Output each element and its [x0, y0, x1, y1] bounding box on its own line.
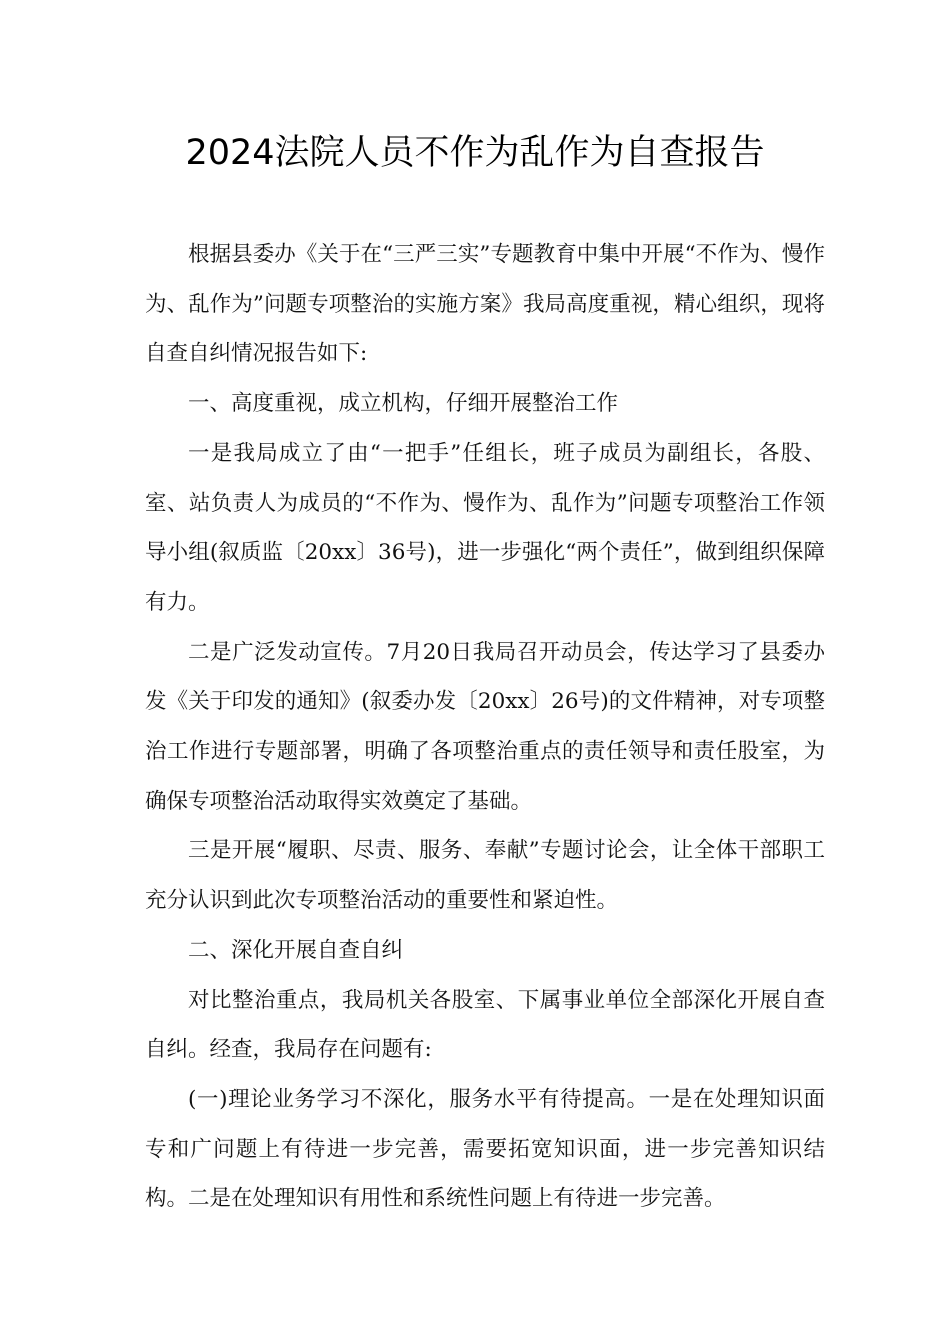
document-title: 2024法院人员不作为乱作为自查报告 [185, 133, 765, 173]
paragraph-item-1: 一是我局成立了由“一把手”任组长，班子成员为副组长，各股、室、站负责人为成员的“不作为、慢作为、乱作为”问题专项整治工作领导小组(叙质监〔20xx〕36号)，进一步强化“两个责任”，做到组织保障有力。 [145, 440, 825, 615]
paragraph-intro: 根据县委办《关于在“三严三实”专题教育中集中开展“不作为、慢作为、乱作为”问题专项整治的实施方案》我局高度重视，精心组织，现将自查自纠情况报告如下: [145, 242, 825, 367]
paragraph-item-2: 二是广泛发动宣传。7月20日我局召开动员会，传达学习了县委办发《关于印发的通知》(叙委办发〔20xx〕26号)的文件精神，对专项整治工作进行专题部署，明确了各项整治重点的责任领导和责任股室，为确保专项整治活动取得实效奠定了基础。 [145, 639, 825, 814]
paragraph-item-3: 三是开展“履职、尽责、服务、奉献”专题讨论会，让全体干部职工充分认识到此次专项整治活动的重要性和紧迫性。 [145, 838, 825, 914]
document-body [145, 230, 825, 1224]
section-heading-1: 一、高度重视，成立机构，仔细开展整治工作 [188, 391, 619, 417]
paragraph-problem-1: (一)理论业务学习不深化，服务水平有待提高。一是在处理知识面专和广问题上有待进一步完善，需要拓宽知识面，进一步完善知识结构。二是在处理知识有用性和系统性问题上有待进一步完善。 [145, 1086, 825, 1212]
paragraph-self-check: 对比整治重点，我局机关各股室、下属事业单位全部深化开展自查自纠。经查，我局存在问题有: [145, 987, 825, 1063]
section-heading-2: 二、深化开展自查自纠 [188, 937, 404, 963]
